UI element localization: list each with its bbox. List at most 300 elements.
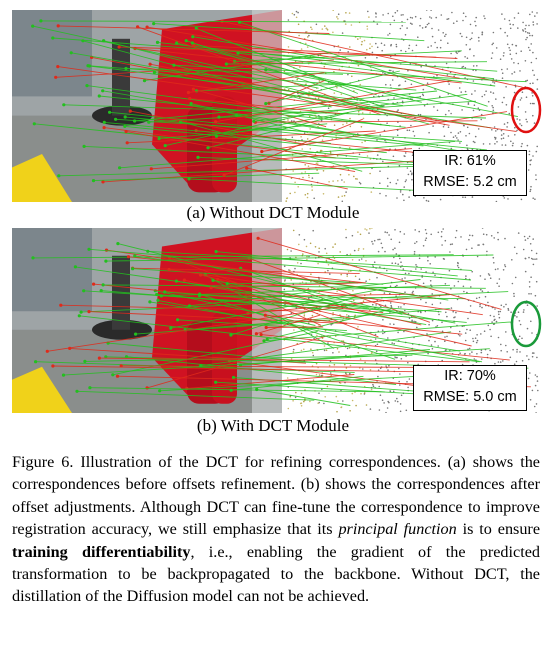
cloud-point <box>522 360 524 362</box>
cloud-point <box>510 311 512 313</box>
cloud-point <box>306 246 308 248</box>
cloud-point <box>442 228 444 230</box>
cloud-point <box>509 50 511 52</box>
cloud-point <box>432 320 434 322</box>
cloud-point <box>379 409 381 411</box>
cloud-point <box>429 263 431 265</box>
cloud-point <box>522 91 524 93</box>
cloud-point <box>349 410 351 412</box>
cloud-point <box>494 143 496 145</box>
cloud-point <box>446 336 448 338</box>
cloud-point <box>489 143 491 145</box>
cloud-point <box>350 254 352 256</box>
cloud-point <box>358 250 360 252</box>
cloud-point <box>488 325 490 327</box>
cloud-point <box>459 142 461 144</box>
cloud-point <box>359 84 361 86</box>
cloud-point <box>443 126 445 128</box>
cloud-point <box>444 336 446 338</box>
cloud-point <box>509 113 511 115</box>
cloud-point <box>304 164 306 166</box>
cloud-point <box>295 397 297 399</box>
cloud-point <box>500 344 502 346</box>
cloud-point <box>367 155 369 157</box>
keypoint <box>169 327 172 330</box>
cloud-point <box>458 132 460 134</box>
cloud-point <box>396 398 398 400</box>
cloud-point <box>463 125 465 127</box>
cloud-point <box>456 230 458 232</box>
cloud-point <box>476 65 478 67</box>
cloud-point <box>345 12 347 14</box>
cloud-point <box>488 101 490 103</box>
cloud-point <box>408 196 410 198</box>
cloud-point <box>501 69 503 71</box>
cloud-point <box>348 174 350 176</box>
cloud-point <box>376 351 378 353</box>
rmse-value-b: RMSE: 5.0 cm <box>423 389 517 405</box>
cloud-point <box>501 305 503 307</box>
keypoint <box>133 119 136 122</box>
cloud-point <box>346 314 348 316</box>
cloud-point <box>481 358 483 360</box>
cloud-point <box>290 250 292 252</box>
cloud-point <box>369 43 371 45</box>
cloud-point <box>481 307 483 309</box>
cloud-point <box>429 16 431 18</box>
keypoint <box>168 268 171 271</box>
cloud-point <box>351 24 353 26</box>
cloud-point <box>367 11 369 13</box>
cloud-point <box>493 237 495 239</box>
cloud-point <box>537 380 539 382</box>
cloud-point <box>352 400 354 402</box>
cloud-point <box>427 260 429 262</box>
keypoint <box>116 242 119 245</box>
cloud-point <box>536 12 538 14</box>
cloud-point <box>357 38 359 40</box>
cloud-point <box>388 234 390 236</box>
cloud-point <box>390 44 392 46</box>
cloud-point <box>327 386 329 388</box>
cloud-point <box>390 305 392 307</box>
cloud-point <box>426 200 428 202</box>
cloud-point <box>390 239 392 241</box>
cloud-point <box>338 351 340 353</box>
cloud-point <box>382 329 384 331</box>
cloud-point <box>327 342 329 344</box>
keypoint <box>236 52 239 55</box>
cloud-point <box>531 92 533 94</box>
cloud-point <box>407 130 409 132</box>
cloud-point <box>508 47 510 49</box>
cloud-point <box>520 99 522 101</box>
cloud-point <box>532 197 534 199</box>
cloud-point <box>287 119 289 121</box>
cloud-point <box>292 158 294 160</box>
cloud-point <box>387 34 389 36</box>
cloud-point <box>378 386 380 388</box>
cloud-point <box>392 16 394 18</box>
cloud-point <box>498 314 500 316</box>
cloud-point <box>302 177 304 179</box>
cloud-point <box>378 119 380 121</box>
cloud-point <box>404 277 406 279</box>
cloud-point <box>453 317 455 319</box>
cloud-point <box>516 45 518 47</box>
cloud-point <box>396 357 398 359</box>
keypoint <box>210 286 213 289</box>
cloud-point <box>476 342 478 344</box>
cloud-point <box>428 324 430 326</box>
cloud-point <box>395 263 397 265</box>
cloud-point <box>399 84 401 86</box>
cloud-point <box>340 382 342 384</box>
cloud-point <box>451 12 453 14</box>
cloud-point <box>483 15 485 17</box>
cloud-point <box>420 96 422 98</box>
cloud-point <box>401 395 403 397</box>
cloud-point <box>397 401 399 403</box>
keypoint <box>118 45 121 48</box>
figure-caption <box>12 451 540 608</box>
cloud-point <box>358 111 360 113</box>
cloud-point <box>358 65 360 67</box>
cloud-point <box>431 344 433 346</box>
cloud-point <box>318 248 320 250</box>
cloud-point <box>493 319 495 321</box>
cloud-point <box>400 191 402 193</box>
cloud-point <box>420 268 422 270</box>
cloud-point <box>530 189 532 191</box>
cloud-point <box>519 336 521 338</box>
caption-text-2: is to ensure <box>456 520 541 539</box>
keypoint <box>148 300 151 303</box>
cloud-point <box>529 236 531 238</box>
cloud-point <box>441 14 443 16</box>
cloud-point <box>435 17 437 19</box>
cloud-point <box>351 76 353 78</box>
keypoint <box>252 120 255 123</box>
cloud-point <box>445 349 447 351</box>
cloud-point <box>456 137 458 139</box>
cloud-point <box>489 329 491 331</box>
cloud-point <box>451 243 453 245</box>
cloud-point <box>513 62 515 64</box>
cloud-point <box>301 48 303 50</box>
cloud-point <box>396 44 398 46</box>
cloud-point <box>463 291 465 293</box>
keypoint <box>192 88 195 91</box>
cloud-point <box>397 135 399 137</box>
cloud-point <box>493 316 495 318</box>
cloud-point <box>367 28 369 30</box>
cloud-point <box>516 361 518 363</box>
keypoint <box>31 256 34 259</box>
cloud-point <box>518 232 520 234</box>
cloud-point <box>446 316 448 318</box>
cloud-point <box>532 21 534 23</box>
cloud-point <box>346 274 348 276</box>
cloud-point <box>318 98 320 100</box>
cloud-point <box>346 276 348 278</box>
cloud-point <box>475 25 477 27</box>
keypoint <box>101 89 104 92</box>
cloud-point <box>495 98 497 100</box>
cloud-point <box>509 23 511 25</box>
cloud-point <box>371 46 373 48</box>
cloud-point <box>496 47 498 49</box>
cloud-point <box>532 35 534 37</box>
cloud-point <box>501 138 503 140</box>
cloud-point <box>455 312 457 314</box>
cloud-point <box>359 154 361 156</box>
cloud-point <box>371 191 373 193</box>
cloud-point <box>292 137 294 139</box>
cloud-point <box>502 72 504 74</box>
cloud-point <box>507 35 509 37</box>
cloud-point <box>415 268 417 270</box>
cloud-point <box>408 174 410 176</box>
cloud-point <box>516 316 518 318</box>
cloud-point <box>389 33 391 35</box>
cloud-point <box>377 154 379 156</box>
cloud-point <box>510 28 512 30</box>
keypoint <box>266 338 269 341</box>
cloud-point <box>337 180 339 182</box>
cloud-point <box>345 23 347 25</box>
cloud-point <box>308 165 310 167</box>
cloud-point <box>315 246 317 248</box>
cloud-point <box>536 151 538 153</box>
cloud-point <box>486 234 488 236</box>
keypoint <box>262 339 265 342</box>
cloud-point <box>490 277 492 279</box>
cloud-point <box>450 244 452 246</box>
cloud-point <box>304 315 306 317</box>
cloud-point <box>334 124 336 126</box>
cloud-point <box>294 14 296 16</box>
cloud-point <box>300 136 302 138</box>
cloud-point <box>527 80 529 82</box>
cloud-point <box>317 263 319 265</box>
cloud-point <box>501 13 503 15</box>
cloud-point <box>530 164 532 166</box>
cloud-point <box>492 43 494 45</box>
keypoint <box>131 267 134 270</box>
keypoint <box>188 304 191 307</box>
caption-text-3: , i.e., enabling the gradient of the predicted transformation to be backpropagated to the backbone. Without DCT, the distillation of the Diffusion model can not be achieved. <box>12 542 540 606</box>
ir-value-b: IR: 70% <box>444 368 496 384</box>
cloud-point <box>446 18 448 20</box>
cloud-point <box>445 312 447 314</box>
cloud-point <box>537 79 539 81</box>
cloud-point <box>514 127 516 129</box>
cloud-point <box>307 46 309 48</box>
cloud-point <box>409 45 411 47</box>
keypoint <box>214 381 217 384</box>
cloud-point <box>480 275 482 277</box>
cloud-point <box>310 348 312 350</box>
cloud-point <box>465 278 467 280</box>
cloud-point <box>459 352 461 354</box>
cloud-point <box>503 269 505 271</box>
cloud-point <box>511 58 513 60</box>
cloud-point <box>420 18 422 20</box>
cloud-point <box>447 74 449 76</box>
cloud-point <box>531 332 533 334</box>
cloud-point <box>529 154 531 156</box>
keypoint <box>196 156 199 159</box>
cloud-point <box>523 309 525 311</box>
cloud-point <box>419 148 421 150</box>
cloud-point <box>441 322 443 324</box>
cloud-point <box>441 244 443 246</box>
cloud-point <box>521 97 523 99</box>
subcaption-b: (b) With DCT Module <box>196 416 350 435</box>
cloud-point <box>298 244 300 246</box>
cloud-point <box>525 39 527 41</box>
cloud-point <box>494 126 496 128</box>
cloud-point <box>423 197 425 199</box>
cloud-point <box>379 239 381 241</box>
cloud-point <box>349 373 351 375</box>
cloud-point <box>448 126 450 128</box>
cloud-point <box>434 42 436 44</box>
cloud-point <box>455 51 457 53</box>
cloud-point <box>477 256 479 258</box>
cloud-point <box>528 378 530 380</box>
cloud-point <box>481 96 483 98</box>
cloud-point <box>372 304 374 306</box>
cloud-point <box>513 293 515 295</box>
cloud-point <box>466 44 468 46</box>
cloud-point <box>307 193 309 195</box>
cloud-point <box>536 403 538 405</box>
cloud-point <box>316 169 318 171</box>
cloud-point <box>460 91 462 93</box>
keypoint <box>191 35 194 38</box>
cloud-point <box>489 350 491 352</box>
cloud-point <box>483 244 485 246</box>
keypoint <box>51 36 54 39</box>
cloud-point <box>461 36 463 38</box>
keypoint <box>75 390 78 393</box>
cloud-point <box>377 376 379 378</box>
cloud-point <box>345 229 347 231</box>
cloud-point <box>493 262 495 264</box>
cloud-point <box>465 275 467 277</box>
cloud-point <box>338 196 340 198</box>
cloud-point <box>375 304 377 306</box>
cloud-point <box>400 403 402 405</box>
cloud-point <box>287 249 289 251</box>
keypoint <box>217 116 220 119</box>
keypoint <box>255 388 258 391</box>
cloud-point <box>310 243 312 245</box>
keypoint <box>103 126 106 129</box>
cloud-point <box>372 52 374 54</box>
cloud-point <box>399 373 401 375</box>
cloud-point <box>454 285 456 287</box>
cloud-point <box>505 144 507 146</box>
cloud-point <box>396 253 398 255</box>
cloud-point <box>379 134 381 136</box>
cloud-point <box>377 23 379 25</box>
cloud-point <box>355 276 357 278</box>
cloud-point <box>296 79 298 81</box>
cloud-point <box>288 46 290 48</box>
cloud-point <box>391 262 393 264</box>
cloud-point <box>329 365 331 367</box>
cloud-point <box>403 268 405 270</box>
cloud-point <box>523 249 525 251</box>
cloud-point <box>536 253 538 255</box>
cloud-point <box>533 352 535 354</box>
cloud-point <box>485 90 487 92</box>
cloud-point <box>412 17 414 19</box>
cloud-point <box>329 273 331 275</box>
cloud-point <box>388 365 390 367</box>
cloud-point <box>366 404 368 406</box>
cloud-point <box>497 239 499 241</box>
cloud-point <box>396 46 398 48</box>
cloud-point <box>423 283 425 285</box>
cloud-point <box>418 114 420 116</box>
cloud-point <box>311 186 313 188</box>
cloud-point <box>426 233 428 235</box>
cloud-point <box>337 348 339 350</box>
cloud-point <box>300 263 302 265</box>
cloud-point <box>440 40 442 42</box>
cloud-point <box>387 369 389 371</box>
cloud-point <box>514 247 516 249</box>
cloud-point <box>432 348 434 350</box>
cloud-point <box>382 14 384 16</box>
cloud-point <box>518 12 520 14</box>
keypoint <box>87 248 90 251</box>
cloud-point <box>370 408 372 410</box>
cloud-point <box>406 410 408 412</box>
cloud-point <box>531 62 533 64</box>
cloud-point <box>533 103 535 105</box>
cloud-point <box>397 10 399 12</box>
cloud-point <box>402 14 404 16</box>
cloud-point <box>391 342 393 344</box>
cloud-point <box>432 36 434 38</box>
cloud-point <box>459 331 461 333</box>
cloud-point <box>405 51 407 53</box>
cloud-point <box>321 375 323 377</box>
cloud-point <box>501 134 503 136</box>
cloud-point <box>375 43 377 45</box>
cloud-point <box>390 24 392 26</box>
cloud-point <box>437 110 439 112</box>
cloud-point <box>312 352 314 354</box>
cloud-point <box>354 250 356 252</box>
cloud-point <box>499 278 501 280</box>
cloud-point <box>460 33 462 35</box>
cloud-point <box>334 92 336 94</box>
cloud-point <box>427 46 429 48</box>
cloud-point <box>345 355 347 357</box>
cloud-point <box>530 293 532 295</box>
cloud-point <box>339 49 341 51</box>
cloud-point <box>465 340 467 342</box>
cloud-point <box>347 51 349 53</box>
cloud-point <box>320 150 322 152</box>
cloud-point <box>526 355 528 357</box>
